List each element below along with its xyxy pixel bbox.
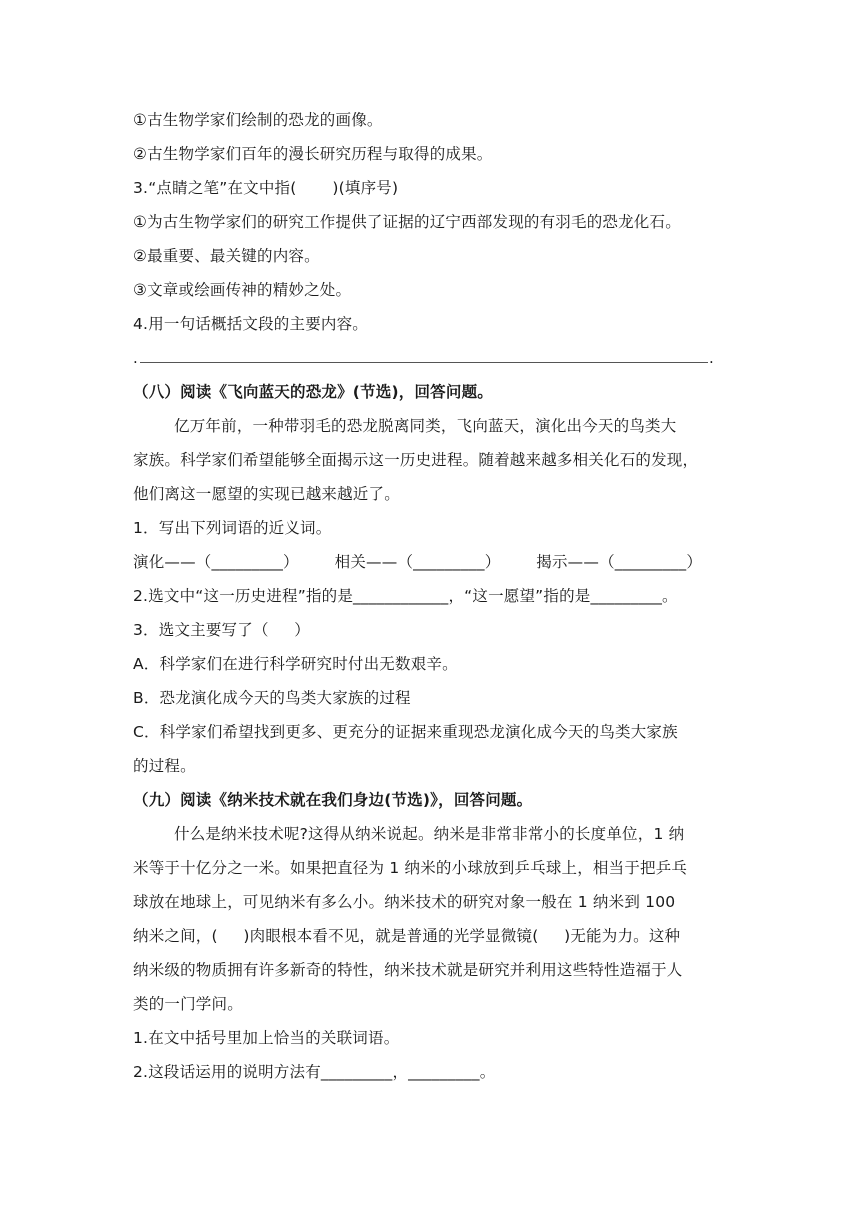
choice-option: A．科学家们在进行科学研究时付出无数艰辛。 — [133, 655, 458, 673]
answer-line[interactable] — [140, 362, 708, 363]
option-line: ①古生物学家们绘制的恐龙的画像。 — [133, 111, 383, 129]
question-line: 1.在文中括号里加上恰当的关联词语。 — [133, 1029, 400, 1047]
passage-line: 类的一门学问。 — [133, 995, 243, 1013]
passage-line: 米等于十亿分之一米。如果把直径为 1 纳米的小球放到乒乓球上，相当于把乒乓 — [133, 859, 688, 877]
answer-dot-left: . — [133, 349, 138, 367]
question-line: 3．选文主要写了（ ） — [133, 621, 310, 639]
passage-line: 亿万年前，一种带羽毛的恐龙脱离同类，飞向蓝天，演化出今天的鸟类大 — [133, 417, 677, 435]
passage-line: 纳米级的物质拥有许多新奇的特性，纳米技术就是研究并利用这些特性造福于人 — [133, 961, 683, 979]
answer-dot-right: . — [709, 349, 714, 367]
choice-option-continued: 的过程。 — [133, 757, 196, 775]
question-line: 2.选文中“这一历史进程”指的是____________，“这一愿望”指的是_________。 — [133, 587, 678, 605]
choice-option: B．恐龙演化成今天的鸟类大家族的过程 — [133, 689, 411, 707]
passage-line: 他们离这一愿望的实现已越来越近了。 — [133, 485, 400, 503]
question-line: 演化——（_________） 相关——（_________） 揭示——（_________） — [133, 553, 703, 571]
option-line: ③文章或绘画传神的精妙之处。 — [133, 281, 352, 299]
passage-line: 球放在地球上，可见纳米有多么小。纳米技术的研究对象一般在 1 纳米到 100 — [133, 893, 676, 911]
option-line: ②最重要、最关键的内容。 — [133, 247, 320, 265]
choice-option: C．科学家们希望找到更多、更充分的证据来重现恐龙演化成今天的鸟类大家族 — [133, 723, 678, 741]
option-line: ②古生物学家们百年的漫长研究历程与取得的成果。 — [133, 145, 493, 163]
passage-line: 纳米之间，( )肉眼根本看不见，就是普通的光学显微镜( )无能为力。这种 — [133, 927, 681, 945]
section-heading: （八）阅读《飞向蓝天的恐龙》(节选)，回答问题。 — [133, 383, 493, 401]
section-heading: （九）阅读《纳米技术就在我们身边(节选)》，回答问题。 — [133, 791, 533, 809]
question-line: 1．写出下列词语的近义词。 — [133, 519, 332, 537]
question-line: 3.“点睛之笔”在文中指( )(填序号) — [133, 179, 399, 197]
passage-line: 家族。科学家们希望能够全面揭示这一历史进程。随着越来越多相关化石的发现， — [133, 451, 699, 469]
passage-line: 什么是纳米技术呢?这得从纳米说起。纳米是非常非常小的长度单位，1 纳 — [133, 825, 685, 843]
option-line: ①为古生物学家们的研究工作提供了证据的辽宁西部发现的有羽毛的恐龙化石。 — [133, 213, 681, 231]
question-line: 2.这段话运用的说明方法有_________，_________。 — [133, 1063, 496, 1081]
question-line: 4.用一句话概括文段的主要内容。 — [133, 315, 368, 333]
